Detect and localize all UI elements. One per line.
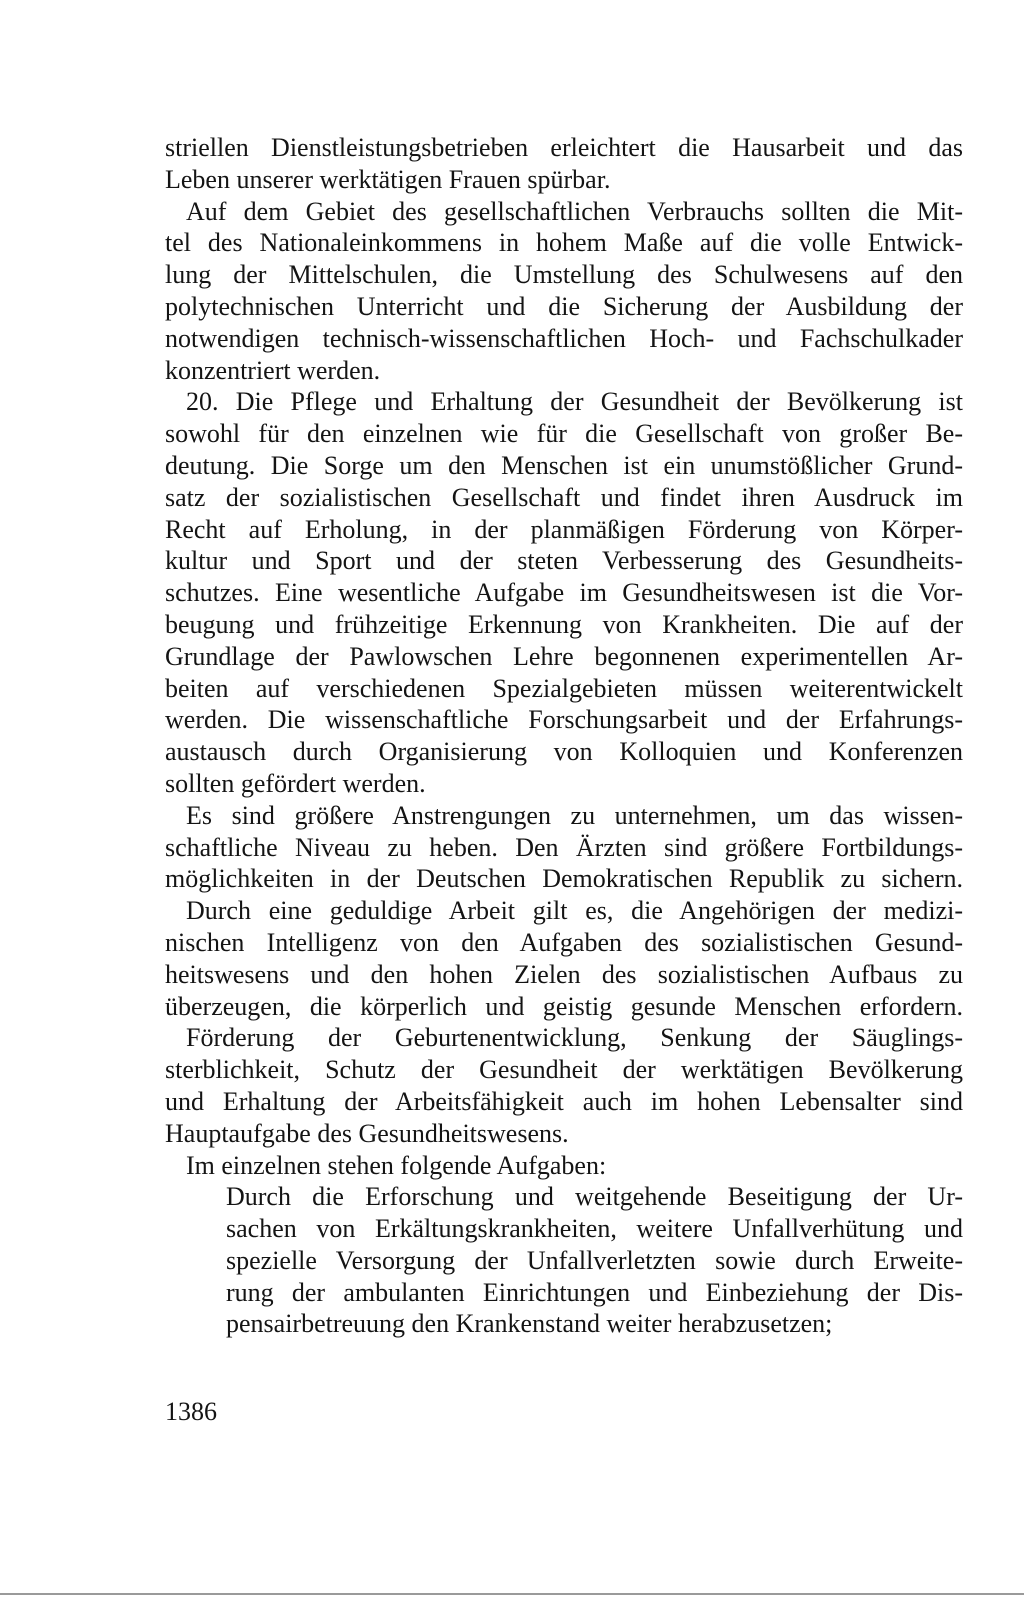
text-line: 20. Die Pflege und Erhaltung der Gesundheit der Bevölkerung ist (186, 387, 963, 417)
text-line: werden. Die wissenschaftliche Forschungsarbeit und der Erfahrungs- (165, 705, 963, 735)
text-line: polytechnischen Unterricht und die Sicherung der Ausbildung der (165, 291, 963, 321)
text-line: satz der sozialistischen Gesellschaft und findet ihren Ausdruck im (165, 482, 963, 512)
text-line: Hauptaufgabe des Gesundheitswesens. (165, 1118, 569, 1148)
text-line: austausch durch Organisierung von Kolloquien und Konferenzen (165, 737, 963, 767)
text-line: Im einzelnen stehen folgende Aufgaben: (186, 1150, 607, 1180)
text-line: Recht auf Erholung, in der planmäßigen Förderung von Körper- (165, 514, 963, 544)
page-bottom-edge (0, 1593, 1024, 1595)
text-line: beugung und frühzeitige Erkennung von Krankheiten. Die auf der (165, 609, 963, 639)
text-line: Durch die Erforschung und weitgehende Beseitigung der Ur- (226, 1182, 963, 1212)
text-line: spezielle Versorgung der Unfallverletzten sowie durch Erweite- (226, 1245, 963, 1275)
text-line: notwendigen technisch-wissenschaftlichen Hoch- und Fachschulkader (165, 323, 963, 353)
text-line: deutung. Die Sorge um den Menschen ist ein unumstößlicher Grund- (165, 450, 963, 480)
text-line: Auf dem Gebiet des gesellschaftlichen Verbrauchs sollten die Mit- (186, 196, 963, 226)
text-line: heitswesens und den hohen Zielen des sozialistischen Aufbaus zu (165, 959, 963, 989)
text-line: Durch eine geduldige Arbeit gilt es, die Angehörigen der medizi- (186, 896, 963, 926)
text-line: möglichkeiten in der Deutschen Demokratischen Republik zu sichern. (165, 864, 963, 894)
text-line: nischen Intelligenz von den Aufgaben des sozialistischen Gesund- (165, 927, 963, 957)
text-line: Förderung der Geburtenentwicklung, Senkung der Säuglings- (186, 1023, 963, 1053)
text-line: beiten auf verschiedenen Spezialgebieten müssen weiterentwickelt (165, 673, 963, 703)
text-line: Leben unserer werktätigen Frauen spürbar. (165, 164, 611, 194)
text-line: konzentriert werden. (165, 355, 381, 385)
text-line: Grundlage der Pawlowschen Lehre begonnenen experimentellen Ar- (165, 641, 963, 671)
text-line: Es sind größere Anstrengungen zu unternehmen, um das wissen- (186, 800, 963, 830)
text-line: und Erhaltung der Arbeitsfähigkeit auch im hohen Lebensalter sind (165, 1086, 963, 1116)
text-line: schaftliche Niveau zu heben. Den Ärzten sind größere Fortbildungs- (165, 832, 963, 862)
body-text (165, 132, 963, 1340)
text-line: schutzes. Eine wesentliche Aufgabe im Gesundheitswesen ist die Vor- (165, 578, 963, 608)
text-line: rung der ambulanten Einrichtungen und Einbeziehung der Dis- (226, 1277, 963, 1307)
text-line: kultur und Sport und der steten Verbesserung des Gesundheits- (165, 546, 963, 576)
text-line: lung der Mittelschulen, die Umstellung des Schulwesens auf den (165, 260, 963, 290)
text-line: sachen von Erkältungskrankheiten, weitere Unfallverhütung und (226, 1214, 963, 1244)
text-line: striellen Dienstleistungsbetrieben erleichtert die Hausarbeit und das (165, 133, 963, 162)
page-number: 1386 (165, 1397, 217, 1426)
text-line: sowohl für den einzelnen wie für die Gesellschaft von großer Be- (165, 419, 963, 449)
text-line: pensairbetreuung den Krankenstand weiter herabzusetzen; (226, 1309, 833, 1339)
text-line: sollten gefördert werden. (165, 768, 426, 798)
text-line: sterblichkeit, Schutz der Gesundheit der werktätigen Bevölkerung (165, 1055, 963, 1085)
text-line: überzeugen, die körperlich und geistig gesunde Menschen erfordern. (165, 991, 963, 1021)
text-line: tel des Nationaleinkommens in hohem Maße auf die volle Entwick- (165, 228, 963, 258)
